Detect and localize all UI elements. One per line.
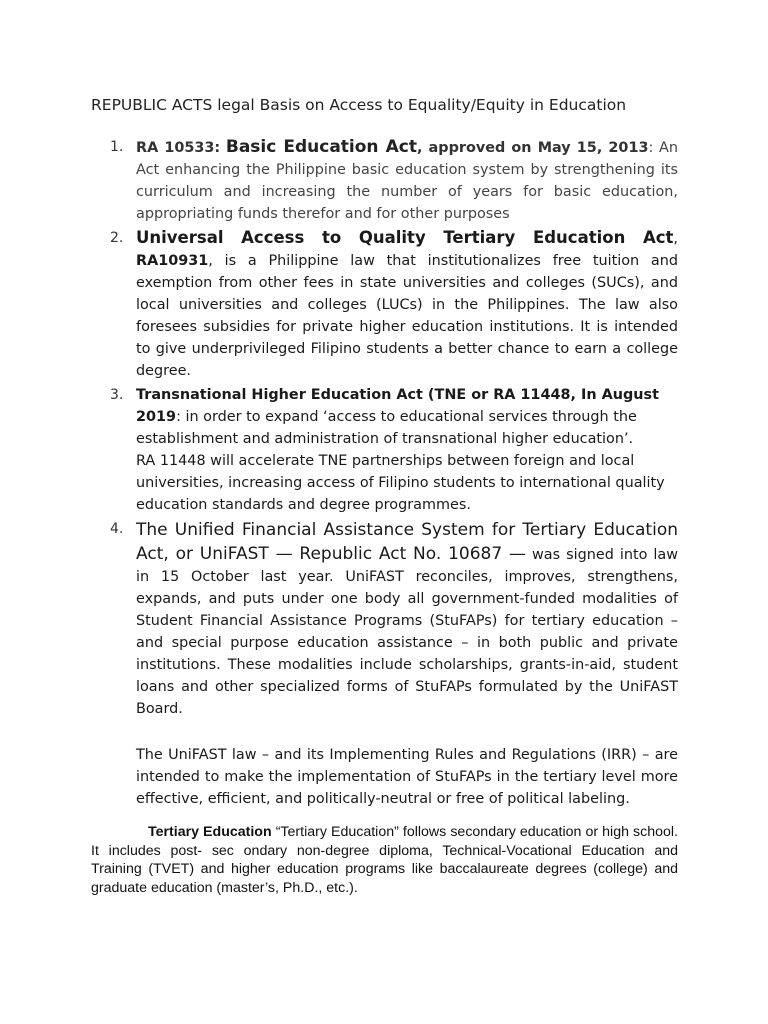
act-description: : in order to expand ‘access to educational services through the establishment and administration of transnational higher education’.: [136, 409, 637, 447]
act-title: Basic Education Act: [225, 137, 417, 157]
unifast-irr-paragraph: The UniFAST law – and its Implementing Rules and Regulations (IRR) – are intended to make the implementation of StuFAPs in the tertiary level more effective, efficient, and politically-neutral or free of political labeling.: [136, 747, 678, 807]
act-title: The Unified Financial Assistance System for Tertiary Education Act, or UniFAST — Republic Act No. 10687 —: [136, 520, 678, 564]
list-number: 1.: [110, 139, 124, 155]
tertiary-description: “Tertiary Education” follows secondary education or high school. It includes post- sec ondary non-degree diploma, Technical-Vocational Education and Training (TVET) and higher education programs like baccalaureate degrees (college) and graduate education (master’s, Ph.D., etc.).: [91, 824, 678, 896]
act-code: RA 10533:: [136, 140, 221, 156]
act-description: : An Act enhancing the Philippine basic education system by strengthening its curriculum and increasing the number of years for basic education, appropriating funds therefor and for other purposes: [136, 140, 678, 222]
act-date: , approved on May 15, 2013: [416, 140, 649, 156]
act-description: was signed into law in 15 October last year. UniFAST reconciles, improves, strengthens, expands, and puts under one body all government-funded modalities of Student Financial Assistance Programs (StuFAPs) for tertiary education – and special purpose education assistance – in both public and private institutions. These modalities include scholarships, grants-in-aid, student loans and other specialized forms of StuFAPs formulated by the UniFAST Board.: [136, 547, 678, 717]
act-description: , is a Philippine law that institutionalizes free tuition and exemption from other fees in state universities and colleges (SUCs), and local universities and colleges (LUCs) in the Philippines. The law also foresees subsidies for private higher education institutions. It is intended to give underprivileged Filipino students a better chance to earn a college degree.: [136, 253, 678, 379]
list-item-unifast: [100, 518, 678, 810]
list-number: 3.: [110, 387, 124, 403]
list-number: 2.: [110, 230, 124, 246]
act-separator: ,: [673, 231, 678, 247]
list-item-ra-11448: [100, 384, 678, 516]
list-item-ra-10931: [100, 227, 678, 382]
tertiary-education-paragraph: [91, 823, 678, 897]
act-title: Transnational Higher Education Act (TNE or RA 11448, In August 2019: [136, 387, 659, 425]
document-title: REPUBLIC ACTS legal Basis on Access to Equality/Equity in Education: [91, 96, 627, 114]
list-number: 4.: [110, 521, 124, 537]
act-title: Universal Access to Quality Tertiary Education Act: [136, 228, 674, 247]
tertiary-term: Tertiary Education: [148, 824, 272, 840]
act-description-continued: RA 11448 will accelerate TNE partnerships between foreign and local universities, increasing access of Filipino students to international quality education standards and degree programmes.: [136, 453, 665, 513]
acts-list: [100, 136, 678, 812]
act-code: RA10931: [136, 253, 209, 269]
list-item-ra-10533: [100, 136, 678, 225]
